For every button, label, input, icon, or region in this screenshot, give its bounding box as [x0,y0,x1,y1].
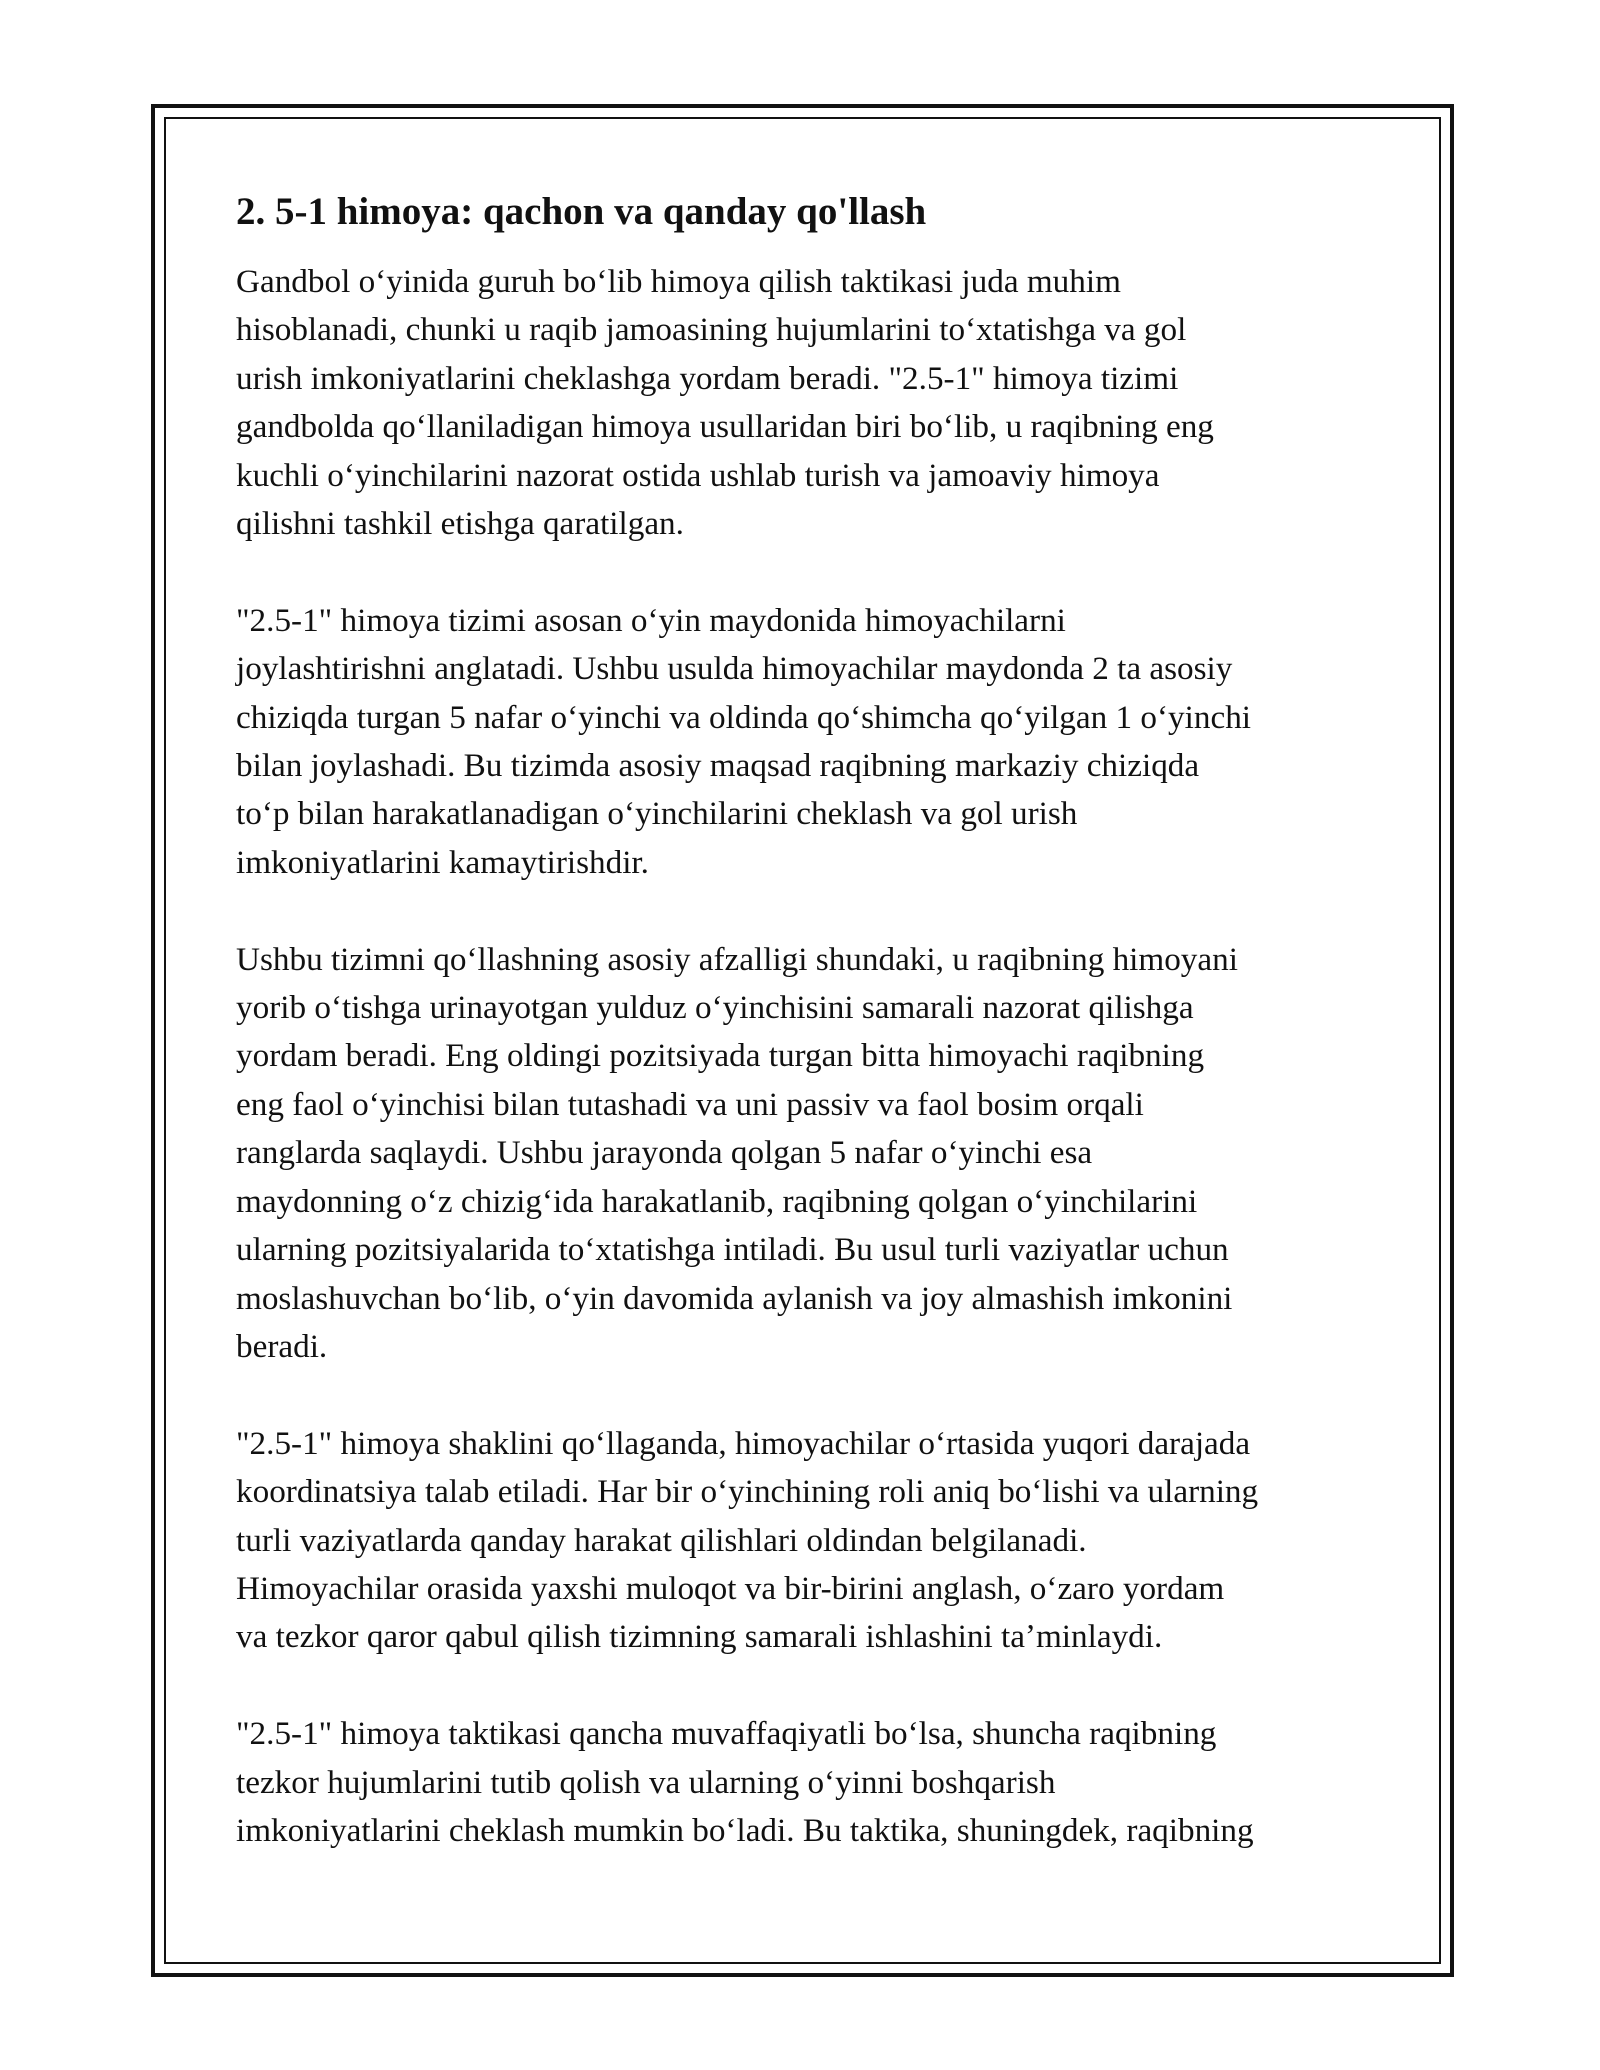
paragraph-5 [236,1710,1376,1855]
text-line: "2.5-1" himoya shaklini qoʻllaganda, himoyachilar oʻrtasida yuqori darajada [236,1424,1251,1462]
text-line: gandbolda qoʻllaniladigan himoya usullaridan biri boʻlib, u raqibning eng [236,408,1214,446]
text-line: eng faol oʻyinchisi bilan tutashadi va uni passiv va faol bosim orqali [236,1085,1144,1123]
text-line: "2.5-1" himoya tizimi asosan oʻyin maydonida himoyachilarni [236,601,1066,639]
text-line: ularning pozitsiyalarida toʻxtatishga intiladi. Bu usul turli vaziyatlar uchun [236,1231,1229,1269]
text-line: beradi. [236,1327,328,1365]
paragraph-2 [236,597,1376,887]
text-line: hisoblanadi, chunki u raqib jamoasining hujumlarini toʻxtatishga va gol [236,311,1187,349]
text-line: Himoyachilar orasida yaxshi muloqot va bir-birini anglash, oʻzaro yordam [236,1569,1225,1607]
text-line: toʻp bilan harakatlanadigan oʻyinchilarini cheklash va gol urish [236,795,1078,833]
document-content [236,188,1376,1904]
text-line: joylashtirishni anglatadi. Ushbu usulda himoyachilar maydonda 2 ta asosiy [236,650,1233,688]
text-line: "2.5-1" himoya taktikasi qancha muvaffaqiyatli boʻlsa, shuncha raqibning [236,1715,1217,1753]
text-line: Gandbol oʻyinida guruh boʻlib himoya qilish taktikasi juda muhim [236,263,1121,300]
paragraph-1 [236,258,1376,548]
text-line: moslashuvchan boʻlib, oʻyin davomida aylanish va joy almashish imkonini [236,1279,1233,1317]
text-line: Ushbu tizimni qoʻllashning asosiy afzalligi shundaki, u raqibning himoyani [236,940,1238,978]
text-line: qilishni tashkil etishga qaratilgan. [236,505,684,543]
text-line: urish imkoniyatlarini cheklashga yordam beradi. "2.5-1" himoya tizimi [236,359,1179,397]
text-line: yordam beradi. Eng oldingi pozitsiyada turgan bitta himoyachi raqibning [236,1037,1205,1075]
text-line: yorib oʻtishga urinayotgan yulduz oʻyinchisini samarali nazorat qilishga [236,989,1194,1027]
text-line: kuchli oʻyinchilarini nazorat ostida ushlab turish va jamoaviy himoya [236,456,1160,494]
text-line: chiziqda turgan 5 nafar oʻyinchi va oldinda qoʻshimcha qoʻyilgan 1 oʻyinchi [236,698,1252,736]
text-line: ranglarda saqlaydi. Ushbu jarayonda qolgan 5 nafar oʻyinchi esa [236,1134,1093,1172]
text-line: imkoniyatlarini kamaytirishdir. [236,843,649,881]
text-line: tezkor hujumlarini tutib qolish va ularning oʻyinni boshqarish [236,1763,1056,1801]
section-heading: 2. 5-1 himoya: qachon va qanday qo'llash [236,190,927,233]
paragraph-4 [236,1420,1376,1662]
text-line: maydonning oʻz chizigʻida harakatlanib, raqibning qolgan oʻyinchilarini [236,1182,1198,1220]
text-line: bilan joylashadi. Bu tizimda asosiy maqsad raqibning markaziy chiziqda [236,747,1200,785]
text-line: koordinatsiya talab etiladi. Har bir oʻyinchining roli aniq boʻlishi va ularning [236,1473,1259,1511]
text-line: imkoniyatlarini cheklash mumkin boʻladi. Bu taktika, shuningdek, raqibning [236,1811,1254,1849]
text-line: turli vaziyatlarda qanday harakat qilishlari oldindan belgilanadi. [236,1521,1087,1559]
text-line: va tezkor qaror qabul qilish tizimning samarali ishlashini taʼminlaydi. [236,1618,1163,1656]
paragraph-3 [236,936,1376,1372]
